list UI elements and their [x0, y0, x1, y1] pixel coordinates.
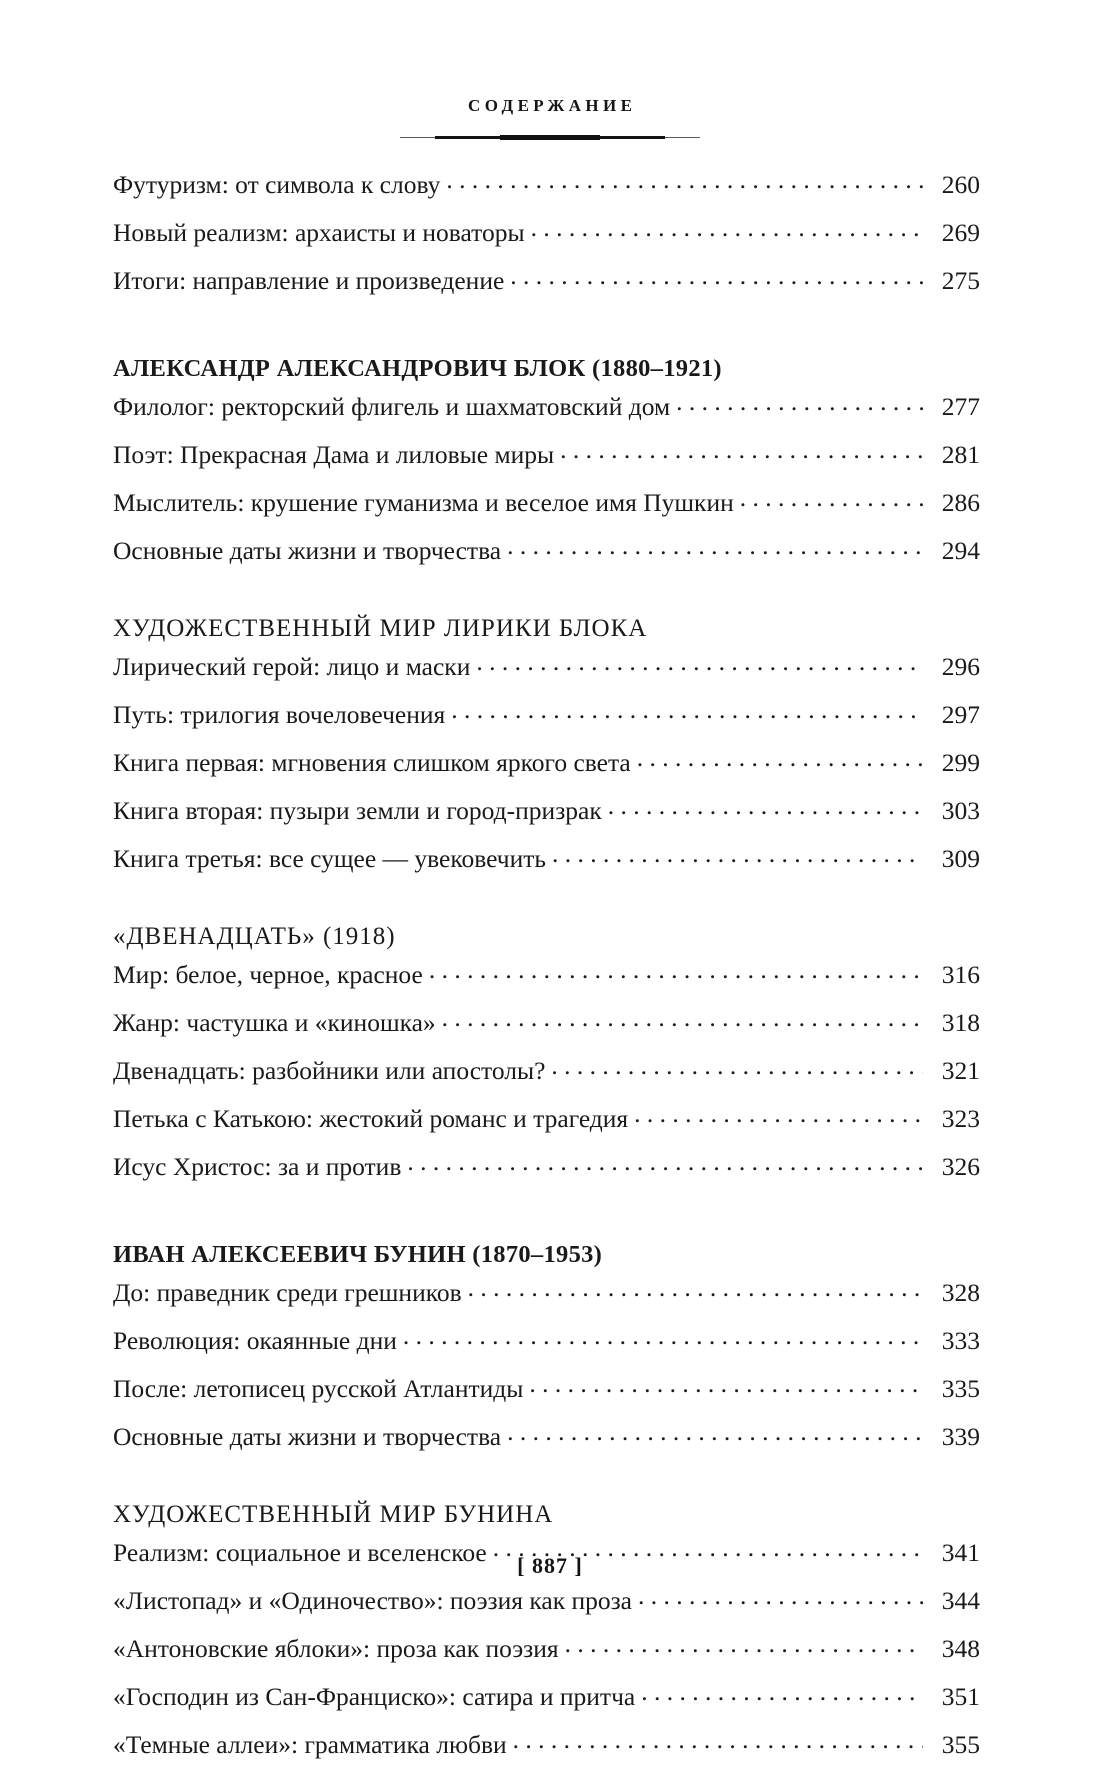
toc-entry-title: Двенадцать: разбойники или апостолы?: [113, 1055, 546, 1085]
toc-entry[interactable]: [113, 1149, 980, 1197]
toc-entry[interactable]: [113, 389, 980, 437]
toc-entry-title: «Господин из Сан-Франциско»: сатира и притча: [113, 1681, 636, 1711]
toc-entry[interactable]: [113, 957, 980, 1005]
toc-dot-leader: [446, 167, 923, 193]
toc-entry-page-number: 281: [941, 439, 980, 469]
toc-entry[interactable]: [113, 485, 980, 533]
toc-dot-leader: [551, 1053, 923, 1079]
toc-dot-leader: [429, 957, 923, 983]
toc-entry-title: Путь: трилогия вочеловечения: [113, 699, 446, 729]
section-spacer: [113, 889, 980, 903]
toc-entry-page-number: 318: [941, 1007, 980, 1037]
toc-entry[interactable]: [113, 1323, 980, 1371]
section-spacer: [113, 1467, 980, 1481]
toc-dot-leader: [513, 1727, 923, 1753]
toc-entry-page-number: 344: [941, 1585, 980, 1615]
toc-entry[interactable]: [113, 1275, 980, 1323]
section-spacer: [113, 311, 980, 333]
section-heading-work: ХУДОЖЕСТВЕННЫЙ МИР БУНИНА: [113, 1501, 554, 1528]
toc-entry-page-number: 333: [941, 1325, 980, 1355]
toc-dot-leader: [740, 485, 923, 511]
toc-entry[interactable]: [113, 533, 980, 581]
table-of-contents: [0, 167, 1100, 1775]
toc-entry-title: После: летописец русской Атлантиды: [113, 1373, 524, 1403]
toc-entry-page-number: 321: [941, 1055, 980, 1085]
toc-entry[interactable]: [113, 437, 980, 485]
section-heading-author: ИВАН АЛЕКСЕЕВИЧ БУНИН (1870–1953): [113, 1241, 603, 1268]
toc-entry-page-number: 296: [941, 651, 980, 681]
toc-dot-leader: [608, 793, 923, 819]
toc-entry-title: Мыслитель: крушение гуманизма и веселое имя Пушкин: [113, 487, 734, 517]
toc-entry[interactable]: [113, 1371, 980, 1419]
section-spacer: [113, 1197, 980, 1219]
toc-dot-leader: [637, 745, 923, 771]
toc-entry[interactable]: [113, 1727, 980, 1775]
toc-dot-leader: [638, 1583, 923, 1609]
toc-entry-page-number: 328: [941, 1277, 980, 1307]
toc-page: [0, 96, 1100, 1765]
toc-entry[interactable]: [113, 263, 980, 311]
toc-entry-title: «Листопад» и «Одиночество»: поэзия как проза: [113, 1585, 633, 1615]
running-head: СОДЕРЖАНИЕ: [468, 96, 637, 115]
toc-entry-page-number: 341: [941, 1537, 980, 1567]
toc-entry-title: Новый реализм: архаисты и новаторы: [113, 217, 525, 247]
toc-entry-title: Лирический герой: лицо и маски: [113, 651, 471, 681]
toc-entry-page-number: 326: [941, 1151, 980, 1181]
toc-dot-leader: [442, 1005, 923, 1031]
toc-entry-title: До: праведник среди грешников: [113, 1277, 462, 1307]
toc-entry-page-number: 294: [941, 535, 980, 565]
toc-entry-page-number: 286: [941, 487, 980, 517]
toc-entry[interactable]: [113, 1005, 980, 1053]
toc-entry[interactable]: [113, 1583, 980, 1631]
toc-entry-title: «Антоновские яблоки»: проза как поэзия: [113, 1633, 559, 1663]
toc-dot-leader: [510, 263, 923, 289]
toc-dot-leader: [476, 649, 923, 675]
toc-entry[interactable]: [113, 1631, 980, 1679]
header-rule-ornament: [400, 134, 700, 141]
toc-entry-page-number: 309: [941, 843, 980, 873]
toc-dot-leader: [641, 1679, 923, 1705]
toc-entry[interactable]: [113, 1101, 980, 1149]
toc-entry-page-number: 355: [941, 1729, 980, 1759]
toc-entry-title: Основные даты жизни и творчества: [113, 535, 502, 565]
toc-entry-title: Поэт: Прекрасная Дама и лиловые миры: [113, 439, 555, 469]
section-heading-work: «ДВЕНАДЦАТЬ» (1918): [113, 923, 396, 950]
toc-entry-page-number: 335: [941, 1373, 980, 1403]
toc-entry[interactable]: [113, 841, 980, 889]
toc-entry-page-number: 351: [941, 1681, 980, 1711]
toc-entry-title: Основные даты жизни и творчества: [113, 1421, 502, 1451]
toc-dot-leader: [529, 1371, 923, 1397]
toc-dot-leader: [468, 1275, 923, 1301]
toc-entry[interactable]: [113, 1053, 980, 1101]
toc-entry-title: Революция: окаянные дни: [113, 1325, 397, 1355]
toc-dot-leader: [507, 533, 923, 559]
toc-entry-title: Исус Христос: за и против: [113, 1151, 402, 1181]
toc-entry-title: Филолог: ректорский флигель и шахматовский дом: [113, 391, 671, 421]
toc-entry-page-number: 339: [941, 1421, 980, 1451]
toc-entry[interactable]: [113, 745, 980, 793]
toc-entry-title: Итоги: направление и произведение: [113, 265, 505, 295]
toc-entry-title: Книга первая: мгновения слишком яркого света: [113, 747, 631, 777]
toc-dot-leader: [507, 1419, 923, 1445]
section-spacer: [113, 581, 980, 595]
toc-entry-page-number: 297: [941, 699, 980, 729]
toc-entry-title: Книга третья: все сущее — увековечить: [113, 843, 547, 873]
section-heading-author: АЛЕКСАНДР АЛЕКСАНДРОВИЧ БЛОК (1880–1921): [113, 355, 722, 382]
toc-entry-page-number: 348: [941, 1633, 980, 1663]
header-rule-thicker: [500, 135, 600, 140]
toc-entry-title: «Темные аллеи»: грамматика любви: [113, 1729, 507, 1759]
toc-dot-leader: [407, 1149, 923, 1175]
toc-dot-leader: [531, 215, 923, 241]
toc-entry-title: Мир: белое, черное, красное: [113, 959, 423, 989]
toc-entry-title: Книга вторая: пузыри земли и город-призрак: [113, 795, 602, 825]
toc-dot-leader: [451, 697, 923, 723]
toc-dot-leader: [403, 1323, 923, 1349]
toc-entry-page-number: 299: [941, 747, 980, 777]
toc-dot-leader: [565, 1631, 923, 1657]
toc-entry-title: Петька с Катькою: жестокий романс и трагедия: [113, 1103, 629, 1133]
toc-dot-leader: [560, 437, 923, 463]
toc-entry-title: Жанр: частушка и «киношка»: [113, 1007, 436, 1037]
toc-entry-page-number: 303: [941, 795, 980, 825]
toc-entry[interactable]: [113, 649, 980, 697]
toc-entry-page-number: 323: [941, 1103, 980, 1133]
toc-entry-page-number: 275: [941, 265, 980, 295]
toc-entry[interactable]: [113, 793, 980, 841]
toc-entry[interactable]: [113, 1419, 980, 1467]
toc-entry[interactable]: [113, 167, 980, 215]
toc-entry-title: Реализм: социальное и вселенское: [113, 1537, 487, 1567]
toc-entry-page-number: 277: [941, 391, 980, 421]
toc-entry-page-number: 316: [941, 959, 980, 989]
toc-dot-leader: [634, 1101, 923, 1127]
toc-entry[interactable]: [113, 215, 980, 263]
section-heading-work: ХУДОЖЕСТВЕННЫЙ МИР ЛИРИКИ БЛОКА: [113, 615, 648, 642]
toc-entry-page-number: 269: [941, 217, 980, 247]
toc-entry[interactable]: [113, 1679, 980, 1727]
page-folio: [ 887 ]: [517, 1553, 583, 1578]
toc-dot-leader: [676, 389, 923, 415]
toc-dot-leader: [552, 841, 923, 867]
toc-entry-page-number: 260: [941, 169, 980, 199]
toc-entry-title: Футуризм: от символа к слову: [113, 169, 441, 199]
toc-entry[interactable]: [113, 697, 980, 745]
